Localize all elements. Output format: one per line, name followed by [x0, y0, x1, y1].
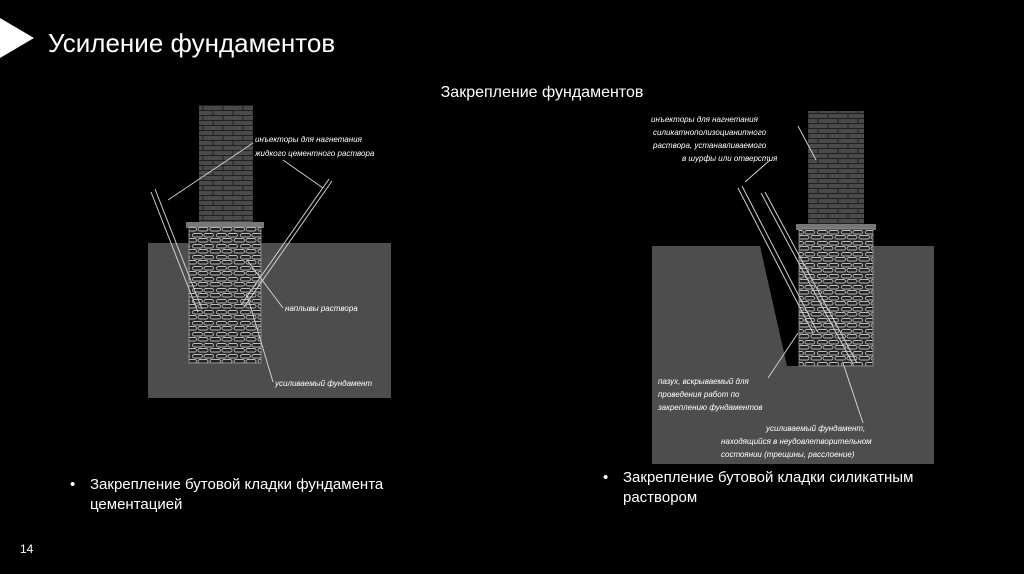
caption-right — [603, 468, 983, 508]
label-fnd-line1: усиливаемый фундамент, — [766, 424, 866, 433]
label-groove-line2: проведения работ по — [658, 390, 740, 399]
label-inj-line3: раствора, устанавливаемого — [653, 141, 767, 150]
label-fnd-line2: находящийся в неудовлетворительном — [721, 437, 872, 446]
caption-left — [70, 475, 440, 515]
caption-right-text: Закрепление бутовой кладки силикатным раствором — [623, 469, 914, 506]
figure-cementation — [143, 100, 393, 400]
figure-silicate — [648, 108, 938, 468]
label-foundation: усиливаемый фундамент — [275, 379, 373, 388]
label-mortar: наплывы раствора — [285, 304, 358, 313]
slide-title: Усиление фундаментов — [48, 28, 336, 58]
label-injectors-line2: жидкого цементного раствора — [255, 149, 375, 158]
label-inj-line2: силикатнополизоцианитного — [653, 128, 767, 137]
label-inj-line4: в шурфы или отверстия — [682, 154, 778, 163]
bullet-right: • — [603, 469, 609, 486]
bullet-left: • — [70, 476, 76, 493]
caption-left-text: Закрепление бутовой кладки фундамента цементацией — [90, 476, 384, 513]
slide-subtitle: Закрепление фундаментов — [440, 84, 644, 101]
label-groove-line1: пазух, вскрываемый для — [658, 377, 749, 386]
label-inj-line1: инъекторы для нагнетания — [651, 115, 758, 124]
page-number: 14 — [20, 542, 34, 556]
label-fnd-line3: состоянии (трещины, расслоение) — [721, 450, 855, 459]
label-groove-line3: закреплению фундаментов — [658, 403, 763, 412]
slide-arrow-icon — [0, 18, 34, 58]
label-injectors-line1: инъекторы для нагнетания — [255, 135, 362, 144]
